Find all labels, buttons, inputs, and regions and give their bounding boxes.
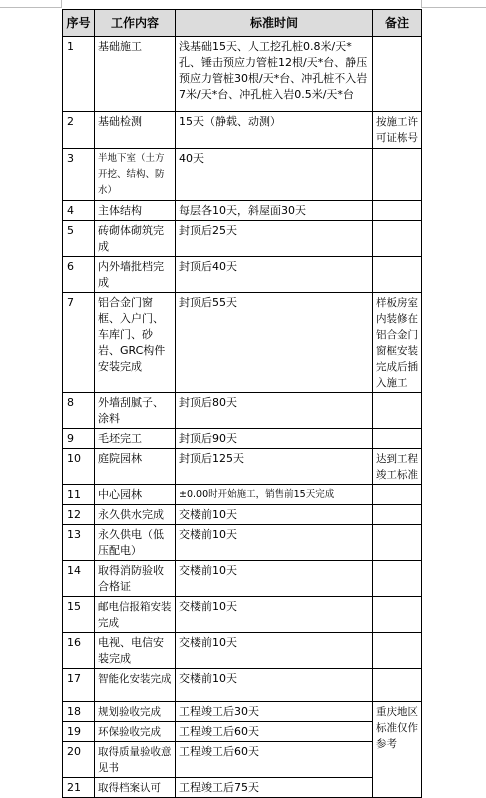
row-content: 电视、电信安装完成 <box>95 633 176 669</box>
row-time: 封顶后40天 <box>176 257 373 293</box>
row-time: 每层各10天，斜屋面30天 <box>176 201 373 221</box>
row-no: 16 <box>63 633 95 669</box>
row-time: 15天（静载、动测） <box>176 112 373 149</box>
row-no: 18 <box>63 702 95 722</box>
row-content: 永久供电（低压配电） <box>95 525 176 561</box>
table-row <box>63 221 422 257</box>
row-content: 内外墙批档完成 <box>95 257 176 293</box>
row-no: 6 <box>63 257 95 293</box>
table-row <box>63 149 422 201</box>
row-no: 3 <box>63 149 95 201</box>
row-remark: 按施工许可证栋号 <box>373 112 422 149</box>
row-content: 取得质量验收意见书 <box>95 742 176 778</box>
table-row <box>63 257 422 293</box>
row-remark <box>373 505 422 525</box>
row-time: 工程竣工后30天 <box>176 702 373 722</box>
row-content: 永久供水完成 <box>95 505 176 525</box>
row-no: 15 <box>63 597 95 633</box>
crop-mark-top-left-vertical <box>61 0 62 8</box>
crop-mark-top-right-vertical <box>421 0 422 8</box>
row-remark: 样板房室内装修在铝合金门窗框安装完成后插入施工 <box>373 293 422 393</box>
row-remark <box>373 561 422 597</box>
table-row <box>63 669 422 702</box>
row-remark <box>373 525 422 561</box>
table-row <box>63 485 422 505</box>
row-remark <box>373 149 422 201</box>
row-no: 10 <box>63 449 95 485</box>
row-time: 工程竣工后60天 <box>176 742 373 778</box>
header-time: 标准时间 <box>176 10 373 37</box>
row-no: 21 <box>63 778 95 798</box>
row-no: 20 <box>63 742 95 778</box>
row-no: 9 <box>63 429 95 449</box>
table-row <box>63 393 422 429</box>
row-time: 交楼前10天 <box>176 633 373 669</box>
table-row <box>63 429 422 449</box>
row-content: 庭院园林 <box>95 449 176 485</box>
table-row <box>63 37 422 112</box>
row-remark: 重庆地区标准仅作参考 <box>373 702 422 798</box>
row-no: 4 <box>63 201 95 221</box>
row-time: 交楼前10天 <box>176 525 373 561</box>
row-content: 规划验收完成 <box>95 702 176 722</box>
row-remark <box>373 37 422 112</box>
row-no: 1 <box>63 37 95 112</box>
row-time: 封顶后125天 <box>176 449 373 485</box>
row-content: 砖砌体砌筑完成 <box>95 221 176 257</box>
row-no: 17 <box>63 669 95 702</box>
row-content: 毛坯完工 <box>95 429 176 449</box>
row-time: 工程竣工后60天 <box>176 722 373 742</box>
row-content: 铝合金门窗框、入户门、车库门、砂岩、GRC构件安装完成 <box>95 293 176 393</box>
table-row <box>63 702 422 722</box>
row-remark <box>373 485 422 505</box>
row-content: 智能化安装完成 <box>95 669 176 702</box>
schedule-table <box>62 9 422 798</box>
row-no: 12 <box>63 505 95 525</box>
table-row <box>63 742 422 778</box>
header-no: 序号 <box>63 10 95 37</box>
row-content: 取得档案认可 <box>95 778 176 798</box>
row-time: 交楼前10天 <box>176 669 373 702</box>
row-time: 封顶后80天 <box>176 393 373 429</box>
row-remark <box>373 597 422 633</box>
row-time: 工程竣工后75天 <box>176 778 373 798</box>
row-no: 14 <box>63 561 95 597</box>
row-content: 主体结构 <box>95 201 176 221</box>
row-remark <box>373 257 422 293</box>
row-no: 2 <box>63 112 95 149</box>
row-no: 19 <box>63 722 95 742</box>
table-row <box>63 561 422 597</box>
table-row <box>63 201 422 221</box>
table-row <box>63 112 422 149</box>
row-remark: 达到工程竣工标准 <box>373 449 422 485</box>
table-row <box>63 449 422 485</box>
header-remark: 备注 <box>373 10 422 37</box>
row-content: 外墙刮腻子、涂料 <box>95 393 176 429</box>
table-row <box>63 505 422 525</box>
row-remark <box>373 201 422 221</box>
row-no: 5 <box>63 221 95 257</box>
table-row <box>63 778 422 798</box>
row-content: 半地下室（土方开挖、结构、防水） <box>95 149 176 201</box>
row-time: ±0.00时开始施工，销售前15天完成 <box>176 485 373 505</box>
row-content: 基础施工 <box>95 37 176 112</box>
row-content: 中心园林 <box>95 485 176 505</box>
row-no: 13 <box>63 525 95 561</box>
crop-mark-top-left <box>0 7 62 8</box>
row-remark <box>373 429 422 449</box>
row-no: 7 <box>63 293 95 393</box>
row-no: 8 <box>63 393 95 429</box>
crop-mark-top-right <box>422 7 486 8</box>
row-content: 环保验收完成 <box>95 722 176 742</box>
row-time: 交楼前10天 <box>176 505 373 525</box>
row-remark <box>373 669 422 702</box>
table-row <box>63 597 422 633</box>
table-row <box>63 633 422 669</box>
row-no: 11 <box>63 485 95 505</box>
row-time: 封顶后90天 <box>176 429 373 449</box>
row-content: 基础检测 <box>95 112 176 149</box>
row-remark <box>373 633 422 669</box>
row-time: 封顶后25天 <box>176 221 373 257</box>
row-time: 浅基础15天、人工挖孔桩0.8米/天*孔、锤击预应力管桩12根/天*台、静压预应力管桩30根/天*台、冲孔桩不入岩7米/天*台、冲孔桩入岩0.5米/天*台 <box>176 37 373 112</box>
table-row <box>63 722 422 742</box>
table-header-row <box>63 10 422 37</box>
row-content: 取得消防验收合格证 <box>95 561 176 597</box>
row-time: 交楼前10天 <box>176 597 373 633</box>
row-time: 交楼前10天 <box>176 561 373 597</box>
header-content: 工作内容 <box>95 10 176 37</box>
table-row <box>63 293 422 393</box>
table-row <box>63 525 422 561</box>
row-time: 封顶后55天 <box>176 293 373 393</box>
row-remark <box>373 393 422 429</box>
row-remark <box>373 221 422 257</box>
row-time: 40天 <box>176 149 373 201</box>
row-content: 邮电信报箱安装完成 <box>95 597 176 633</box>
